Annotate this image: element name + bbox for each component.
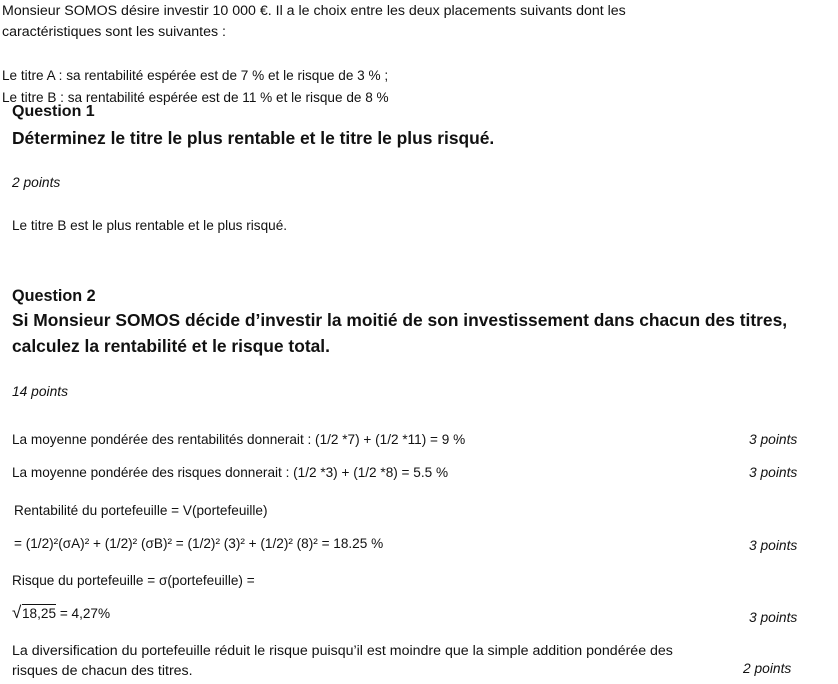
question-2-title-line-1: Si Monsieur SOMOS décide d’investir la moitié de son investissement dans chacun des titres, xyxy=(12,310,788,330)
weighted-return-points: 3 points xyxy=(749,432,798,447)
titre-b-line: Le titre B : sa rentabilité espérée est de 11 % et le risque de 8 % xyxy=(2,90,389,105)
intro-paragraph xyxy=(2,1,832,43)
sqrt-symbol xyxy=(12,603,57,622)
sqrt-points: 3 points xyxy=(749,610,798,625)
question-2-points: 14 points xyxy=(12,384,68,399)
variance-formula: = (1/2)²(σA)² + (1/2)² (σB)² = (1/2)² (3)² + (1/2)² (8)² = 18.25 % xyxy=(14,536,384,551)
titre-a-line: Le titre A : sa rentabilité espérée est de 7 % et le risque de 3 % ; xyxy=(2,68,389,83)
weighted-return-line: La moyenne pondérée des rentabilités donnerait : (1/2 *7) + (1/2 *11) = 9 % xyxy=(12,432,466,447)
radical-icon: √ xyxy=(12,603,22,622)
conclusion-line-1: La diversification du portefeuille réduit le risque puisqu’il est moindre que la simple addition pondérée des xyxy=(12,643,673,659)
sqrt-value: 18,25 xyxy=(22,606,57,621)
sqrt-expression xyxy=(12,603,111,622)
question-2-title-line-2: calculez la rentabilité et le risque total. xyxy=(12,336,330,356)
intro-line-2: caractéristiques sont les suivantes : xyxy=(2,24,226,40)
conclusion-paragraph xyxy=(12,641,832,681)
weighted-risk-line: La moyenne pondérée des risques donnerait : (1/2 *3) + (1/2 *8) = 5.5 % xyxy=(12,465,449,480)
question-2-heading: Question 2 xyxy=(12,287,96,305)
intro-line-1: Monsieur SOMOS désire investir 10 000 €. Il a le choix entre les deux placements suivants dont les xyxy=(2,3,626,19)
weighted-risk-points: 3 points xyxy=(749,465,798,480)
portfolio-return-label: Rentabilité du portefeuille = V(portefeuille) xyxy=(14,503,268,518)
conclusion-line-2: risques de chacun des titres. xyxy=(12,663,193,679)
portfolio-risk-label: Risque du portefeuille = σ(portefeuille) = xyxy=(12,573,255,588)
question-1-answer: Le titre B est le plus rentable et le plus risqué. xyxy=(12,218,288,233)
question-1-title: Déterminez le titre le plus rentable et le titre le plus risqué. xyxy=(12,128,495,148)
sqrt-result: = 4,27% xyxy=(59,606,111,621)
question-1-points: 2 points xyxy=(12,175,61,190)
conclusion-points: 2 points xyxy=(743,661,792,676)
variance-formula-points: 3 points xyxy=(749,538,798,553)
question-1-heading-cut: Question 1 xyxy=(12,103,95,120)
